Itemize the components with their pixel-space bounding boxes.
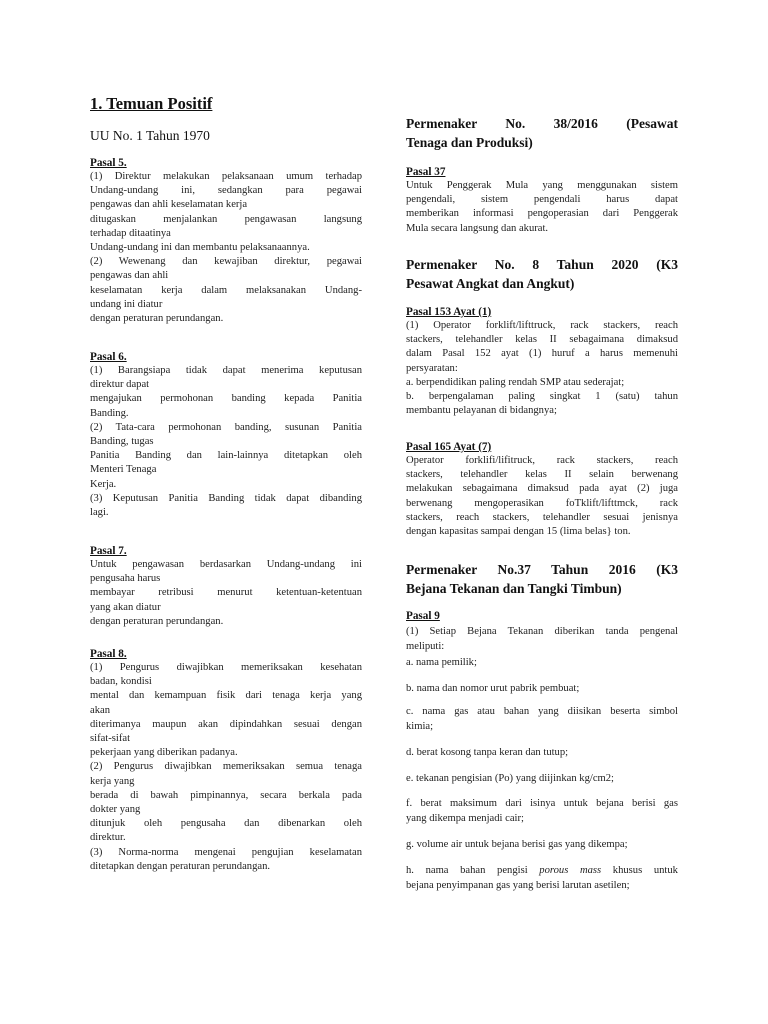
text-line: sifat-sifat — [90, 733, 131, 745]
item-a: a. nama pemilik; — [406, 657, 477, 668]
regulation-title: Permenaker No. 8 Tahun 2020 (K3 — [406, 257, 678, 272]
item-h-italic: porous mass — [539, 865, 602, 876]
text-line: pekerjaan yang diberikan padanya. — [90, 747, 238, 759]
text-line: ditetapkan dengan peraturan perundangan. — [90, 860, 271, 872]
pasal-153 — [406, 305, 678, 418]
text-line: a. berpendidikan paling rendah SMP atau sederajat; — [406, 376, 625, 388]
text-line: (1) Operator forklift/lifttruck, rack stackers, reach — [406, 320, 678, 331]
text-line: berada di bawah pimpinannya, secara berkala pada — [90, 789, 362, 801]
pasal-6 — [90, 350, 362, 520]
text-line: (1) Pengurus diwajibkan memeriksakan kesehatan — [90, 662, 362, 673]
regulation-37-2016 — [406, 560, 678, 598]
pasal-body — [406, 319, 678, 418]
text-line: stackers, telehandler kelas II sebagaimana dimaksud — [406, 334, 678, 346]
text-line: berwenang mengoperasikan foTklift/lifttmck, rack — [406, 497, 678, 509]
item-h — [406, 864, 678, 878]
text-line: Banding, tugas — [90, 436, 154, 448]
text-line: badan, kondisi — [90, 676, 152, 688]
text-line: membayar retribusi menurut ketentuan-ketentuan — [90, 587, 362, 599]
text-line: Undang-undang ini, sedangkan para pegawai — [90, 185, 362, 197]
text-line: (3) Keputusan Panitia Banding tidak dapat dibanding — [90, 492, 362, 504]
pasal-body — [90, 170, 362, 326]
pasal-body — [90, 558, 362, 629]
text-line: terhadap ditaatinya — [90, 227, 171, 239]
item-h-text: h. nama bahan pengisi — [406, 865, 540, 876]
text-line: Untuk pengawasan berdasarkan Undang-undang ini — [90, 559, 362, 570]
regulation-8-2020 — [406, 255, 678, 293]
text-line: melakukan sebagaimana dimaksud pada ayat (2) juga — [406, 483, 678, 495]
pasal-title: Pasal 37 — [406, 166, 446, 178]
item-d: d. berat kosong tanpa keran dan tutup; — [406, 747, 569, 758]
text-line: Untuk Penggerak Mula yang menggunakan sistem — [406, 180, 678, 191]
item-h-text: khusus untuk — [601, 865, 678, 876]
pasal-title: Pasal 153 Ayat (1) — [406, 306, 492, 318]
pasal-body — [90, 661, 362, 874]
text-line: (2) Wewenang dan kewajiban direktur, pegawai — [90, 256, 362, 268]
text-line: keselamatan kerja dalam melaksanakan Undang- — [90, 284, 362, 296]
pasal-9 — [406, 609, 678, 623]
regulation-title: Permenaker No. 38/2016 (Pesawat — [406, 116, 678, 131]
text-line: Banding. — [90, 407, 129, 419]
item-f: f. berat maksimum dari isinya untuk bejana berisi gas — [406, 798, 678, 809]
pasal-body — [90, 364, 362, 520]
text-line: ditugaskan menjalankan pengawasan langsung — [90, 213, 362, 225]
pasal-title: Pasal 6. — [90, 351, 127, 363]
text-line: dalam Pasal 152 ayat (1) huruf a harus memenuhi — [406, 348, 678, 360]
item-h: bejana penyimpanan gas yang berisi larutan asetilen; — [406, 880, 630, 891]
regulation-title: Tenaga dan Produksi) — [406, 135, 533, 150]
pasal-5 — [90, 156, 362, 326]
text-line: undang ini diatur — [90, 298, 163, 310]
pasal-7 — [90, 544, 362, 629]
text-line: kerja yang — [90, 775, 135, 787]
text-line: mental dan kemampuan fisik dari tenaga kerja yang — [90, 690, 362, 702]
text-line: dengan peraturan perundangan. — [90, 615, 224, 627]
text-line: pengawas dan ahli keselamatan kerja — [90, 199, 248, 211]
regulation-title: Bejana Tekanan dan Tangki Timbun) — [406, 581, 622, 596]
text-line: persyaratan: — [406, 362, 458, 374]
text-line: dengan kapasitas sampai dengan 15 (lima belas} ton. — [406, 526, 631, 538]
text-line: (1) Barangsiapa tidak dapat menerima keputusan — [90, 365, 362, 376]
item-g: g. volume air untuk bejana berisi gas yang dikempa; — [406, 839, 628, 850]
pasal-title: Pasal 9 — [406, 610, 440, 622]
text-line: (3) Norma-norma mengenai pengujian keselamatan — [90, 846, 362, 858]
text-line: memberikan informasi pengoperasian dari Penggerak — [406, 208, 678, 220]
section-heading: 1. Temuan Positif — [90, 94, 213, 113]
regulation-38-2016 — [406, 114, 678, 152]
text-line: (2) Tata-cara permohonan banding, susunan Panitia — [90, 421, 362, 433]
text-line: mengajukan permohonan banding kepada Panitia — [90, 393, 362, 405]
item-f: yang dikempa menjadi cair; — [406, 813, 524, 824]
pasal-title: Pasal 7. — [90, 545, 127, 557]
text-line: ditunjuk oleh pengusaha dan dibenarkan oleh — [90, 818, 362, 830]
item-e: e. tekanan pengisian (Po) yang diijinkan kg/cm2; — [406, 773, 615, 784]
pasal-title: Pasal 165 Ayat (7) — [406, 441, 492, 453]
text-line: direktur dapat — [90, 379, 150, 391]
text-line: dengan peraturan perundangan. — [90, 313, 224, 325]
pasal-37 — [406, 165, 678, 236]
text-line: stackers, telehandler kelas II selain berwenang — [406, 469, 678, 481]
item-b: b. nama dan nomor urut pabrik pembuat; — [406, 683, 580, 694]
text-line: Mula secara langsung dan akurat. — [406, 222, 549, 234]
pasal-8 — [90, 647, 362, 874]
pasal-body — [406, 179, 678, 236]
pasal-body — [406, 454, 678, 539]
pasal-9-intro: meliputi: — [406, 641, 445, 652]
text-line: Kerja. — [90, 478, 117, 490]
text-line: stackers, reach stackers, telehandler sesuai jenisnya — [406, 511, 678, 523]
pasal-9-intro: (1) Setiap Bejana Tekanan diberikan tanda pengenal — [406, 626, 678, 637]
text-line: pengendali, sistem pengendali harus dapat — [406, 194, 678, 206]
regulation-title: Permenaker No.37 Tahun 2016 (K3 — [406, 562, 678, 577]
text-line: Operator forklifi/lifitruck, rack stackers, reach — [406, 455, 678, 466]
text-line: pengusaha harus — [90, 573, 161, 585]
text-line: diterimanya maupun akan dipindahkan sesuai dengan — [90, 718, 362, 730]
text-line: Menteri Tenaga — [90, 464, 157, 476]
text-line: membantu pelayanan di bidangnya; — [406, 405, 557, 417]
text-line: direktur. — [90, 832, 126, 844]
text-line: Panitia Banding dan lain-lainnya ditetapkan oleh — [90, 450, 362, 462]
text-line: lagi. — [90, 507, 109, 519]
text-line: akan — [90, 704, 110, 716]
regulation-title: Pesawat Angkat dan Angkut) — [406, 276, 575, 291]
text-line: pengawas dan ahli — [90, 270, 169, 282]
text-line: (2) Pengurus diwajibkan memeriksakan semua tenaga — [90, 761, 362, 773]
text-line: (1) Direktur melakukan pelaksanaan umum terhadap — [90, 171, 362, 182]
text-line: b. berpengalaman paling singkat 1 (satu) tahun — [406, 391, 678, 403]
pasal-165 — [406, 440, 678, 539]
law-title: UU No. 1 Tahun 1970 — [90, 128, 210, 143]
item-c: c. nama gas atau bahan yang diisikan beserta simbol — [406, 706, 678, 717]
text-line: yang akan diatur — [90, 601, 161, 613]
text-line: dokter yang — [90, 804, 141, 816]
pasal-title: Pasal 8. — [90, 648, 127, 660]
text-line: Undang-undang ini dan membantu pelaksanaannya. — [90, 242, 310, 254]
item-c: kimia; — [406, 721, 434, 732]
pasal-title: Pasal 5. — [90, 157, 127, 169]
